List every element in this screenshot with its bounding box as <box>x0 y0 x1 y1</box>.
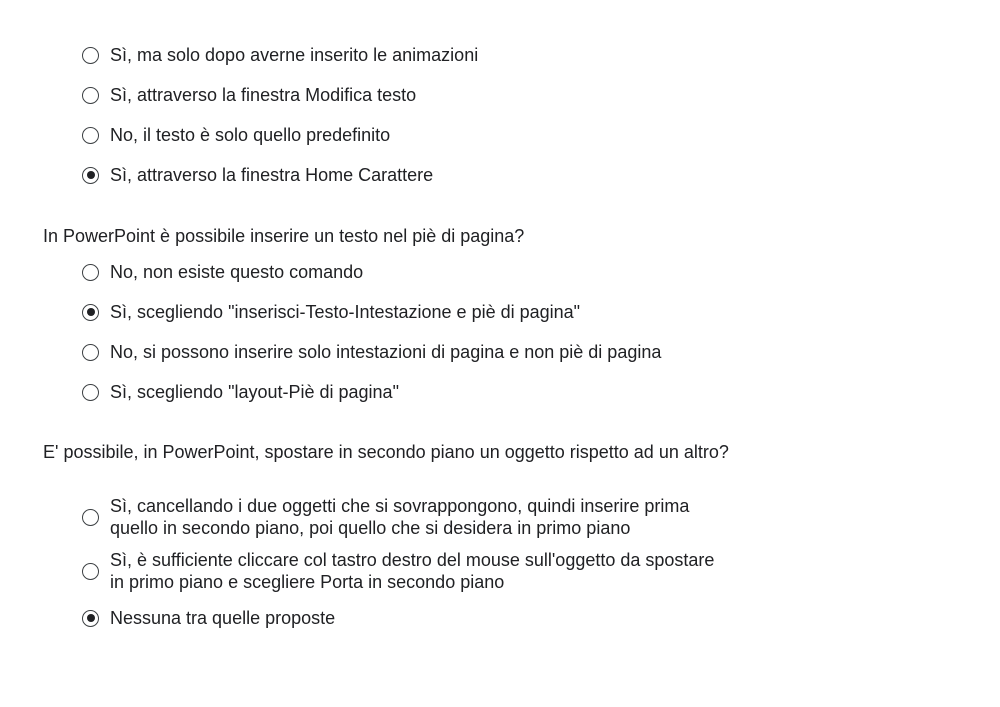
radio-button[interactable] <box>82 264 99 281</box>
radio-button[interactable] <box>82 563 99 580</box>
question-2-text: In PowerPoint è possibile inserire un testo nel piè di pagina? <box>43 226 525 246</box>
option-label: No, non esiste questo comando <box>110 262 364 282</box>
q2-option-1[interactable] <box>82 261 730 283</box>
radio-button[interactable] <box>82 87 99 104</box>
q3-option-3[interactable] <box>82 607 730 629</box>
radio-button[interactable] <box>82 610 99 627</box>
q1-option-1[interactable] <box>82 44 730 66</box>
q3-option-1[interactable] <box>82 495 730 539</box>
radio-button[interactable] <box>82 167 99 184</box>
option-label: Sì, ma solo dopo averne inserito le animazioni <box>110 45 479 65</box>
q2-option-4[interactable] <box>82 381 730 403</box>
option-label: No, si possono inserire solo intestazioni di pagina e non piè di pagina <box>110 342 662 362</box>
radio-button[interactable] <box>82 384 99 401</box>
radio-dot-icon <box>87 308 95 316</box>
radio-button[interactable] <box>82 344 99 361</box>
q2-option-3[interactable] <box>82 341 730 363</box>
option-label: Sì, scegliendo "inserisci-Testo-Intestazione e piè di pagina" <box>110 302 581 322</box>
option-label: Sì, attraverso la finestra Home Carattere <box>110 165 434 185</box>
q1-option-2[interactable] <box>82 84 730 106</box>
radio-dot-icon <box>87 614 95 622</box>
option-label: Sì, è sufficiente cliccare col tastro destro del mouse sull'oggetto da spostare in primo piano e scegliere Porta in secondo piano <box>110 550 715 592</box>
radio-dot-icon <box>87 171 95 179</box>
q3-option-2[interactable] <box>82 549 730 593</box>
q1-option-3[interactable] <box>82 124 730 146</box>
option-label: Nessuna tra quelle proposte <box>110 608 336 628</box>
radio-button[interactable] <box>82 127 99 144</box>
radio-button[interactable] <box>82 47 99 64</box>
option-label: Sì, attraverso la finestra Modifica testo <box>110 85 417 105</box>
option-label: Sì, cancellando i due oggetti che si sovrappongono, quindi inserire prima quello in secondo piano, poi quello che si desidera in primo piano <box>110 496 690 538</box>
option-label: Sì, scegliendo "layout-Piè di pagina" <box>110 382 399 402</box>
q2-option-2[interactable] <box>82 301 730 323</box>
option-label: No, il testo è solo quello predefinito <box>110 125 391 145</box>
question-3-text: E' possibile, in PowerPoint, spostare in secondo piano un oggetto rispetto ad un altro? <box>43 442 729 462</box>
q1-option-4[interactable] <box>82 164 730 186</box>
radio-button[interactable] <box>82 304 99 321</box>
radio-button[interactable] <box>82 509 99 526</box>
